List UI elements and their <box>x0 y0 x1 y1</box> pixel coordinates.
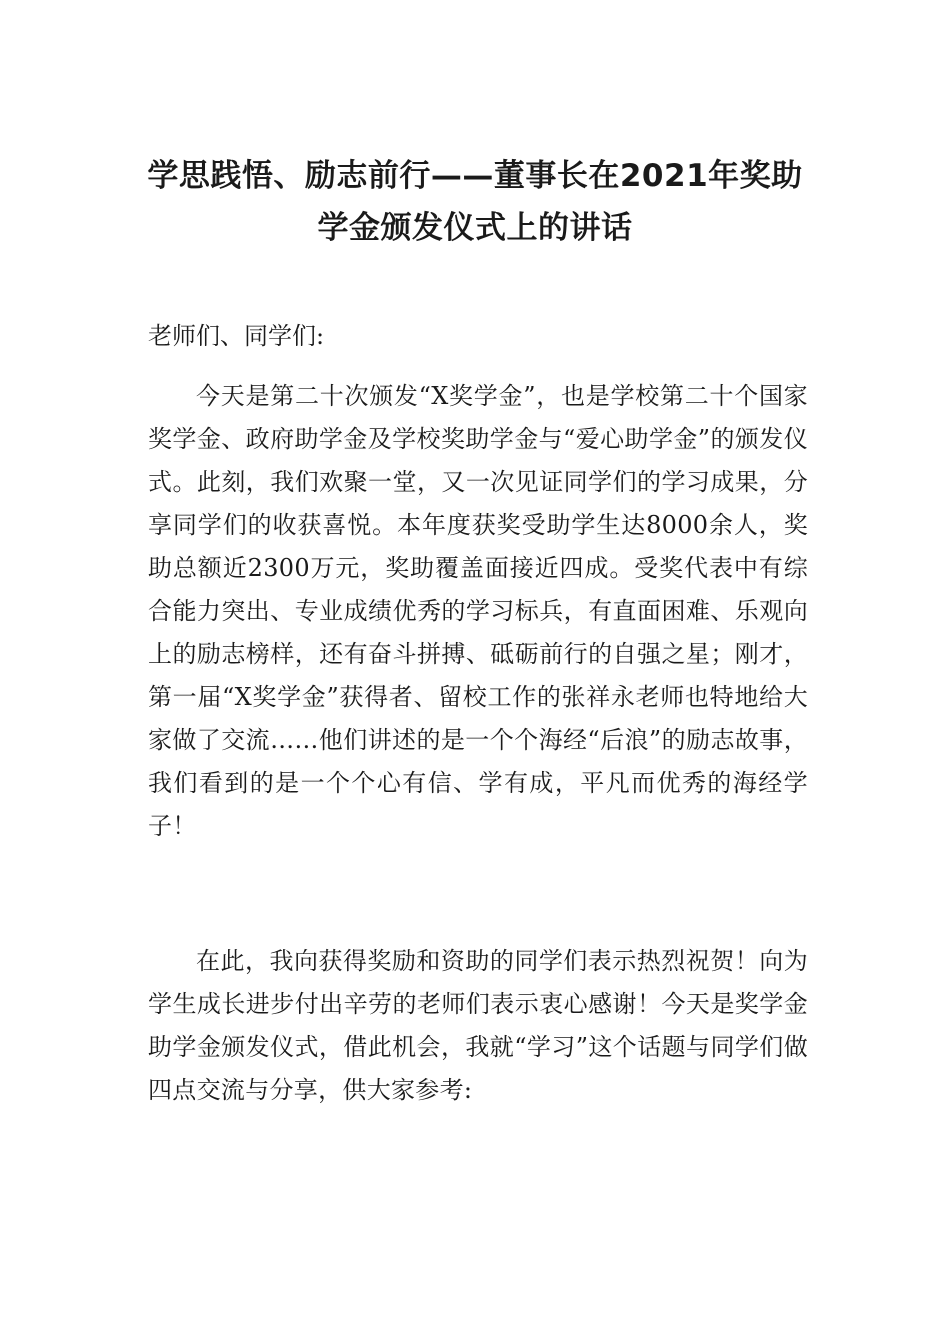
document-title: 学思践悟、励志前行——董事长在2021年奖助学金颁发仪式上的讲话 <box>147 158 803 246</box>
body-paragraph-1: 今天是第二十次颁发“X奖学金”，也是学校第二十个国家奖学金、政府助学金及学校奖助学金与“爱心助学金”的颁发仪式。此刻，我们欢聚一堂，又一次见证同学们的学习成果，分享同学们的收获喜悦。本年度获奖受助学生达8000余人，奖助总额近2300万元，奖助覆盖面接近四成。受奖代表中有综合能力突出、专业成绩优秀的学习标兵，有直面困难、乐观向上的励志榜样，还有奋斗拼搏、砥砺前行的自强之星；刚才，第一届“X奖学金”获得者、留校工作的张祥永老师也特地给大家做了交流……他们讲述的是一个个海经“后浪”的励志故事，我们看到的是一个个心有信、学有成，平凡而优秀的海经学子！ <box>148 382 808 840</box>
salutation: 老师们、同学们: <box>148 322 325 350</box>
body-paragraph-2: 在此，我向获得奖励和资助的同学们表示热烈祝贺！向为学生成长进步付出辛劳的老师们表示衷心感谢！今天是奖学金助学金颁发仪式，借此机会，我就“学习”这个话题与同学们做四点交流与分享，供大家参考: <box>148 947 808 1104</box>
